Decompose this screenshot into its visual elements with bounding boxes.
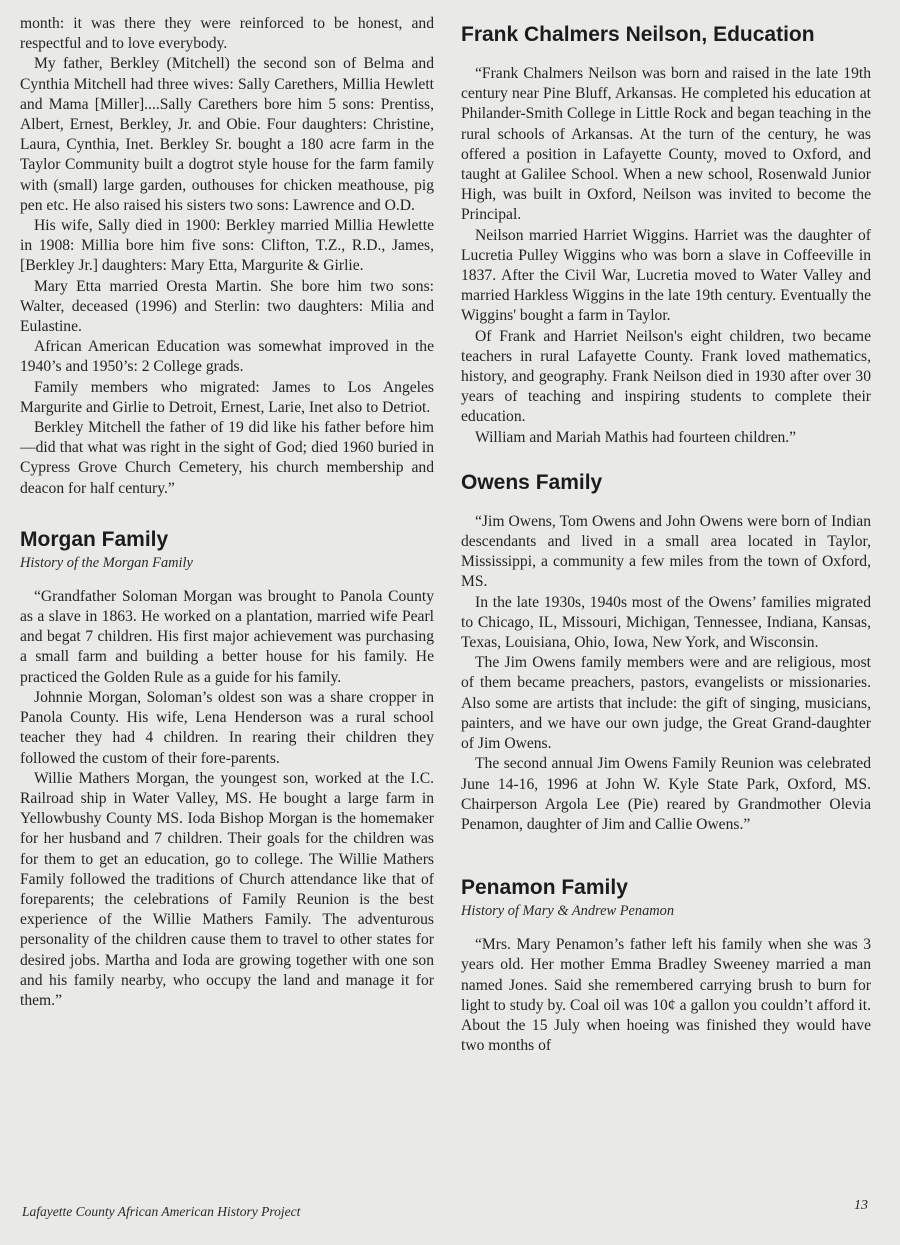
body-paragraph: “Jim Owens, Tom Owens and John Owens were born of Indian descendants and lived in a small area located in Taylor, Mississippi, a community a few miles from the town of Oxford, MS. — [461, 512, 871, 591]
section-heading-penamon: Penamon Family — [461, 876, 628, 900]
page-number: 13 — [854, 1198, 868, 1213]
body-paragraph: The second annual Jim Owens Family Reunion was celebrated June 14-16, 1996 at John W. Kyle State Park, Oxford, MS. Chairperson Argola Lee (Pie) reared by Grandmother Olevia Penamon, daughter of Jim and Callie Owens.” — [461, 755, 871, 833]
body-paragraph: “Mrs. Mary Penamon’s father left his family when she was 3 years old. Her mother Emma Bradley Sweeney married a man named Jones. Said she remembered carrying brush to burn for light to study by. Coal oil was 10¢ a gallon you couldn’t afford it. About the 15 July when hoeing was finished they would have two months of — [461, 936, 871, 1055]
body-paragraph: “Frank Chalmers Neilson was born and raised in the late 19th century near Pine Bluff, Arkansas. He completed his education at Philander-Smith College in Little Rock and began teaching in the rural schools of Arkansas. At the turn of the century, he was offered a position in Lafayette County, moved to Oxford, and taught at Galilee School. When a new school, Rosenwald Junior High, was built in Oxford, Neilson was invited to become the Principal. — [461, 65, 871, 224]
body-paragraph: Berkley Mitchell the father of 19 did like his father before him—did that what was right in the sight of God; died 1960 buried in Cypress Grove Church Cemetery, his church membership and deacon for half century.” — [20, 419, 434, 497]
body-paragraph: His wife, Sally died in 1900: Berkley married Millia Hewlette in 1908: Millia bore him five sons: Clifton, T.Z., R.D., James, [Berkley Jr.] daughters: Mary Etta, Margurite & Girlie. — [20, 217, 434, 275]
section-heading-neilson: Frank Chalmers Neilson, Education — [461, 23, 815, 46]
body-paragraph: The Jim Owens family members were and are religious, most of them became preachers, pastors, evangelists or missionaries. Also some are artists that include: the gift of singing, musicians, painters, and we have our own judge, the Great Grand-daughter of Jim Owens. — [461, 654, 871, 753]
body-paragraph: “Grandfather Soloman Morgan was brought to Panola County as a slave in 1863. He worked on a plantation, married wife Pearl and begat 7 children. His first major achievement was purchasing a small farm and building a better house for his family. He practiced the Golden Rule as a guide for his family. — [20, 587, 434, 686]
body-paragraph: Mary Etta married Oresta Martin. She bore him two sons: Walter, deceased (1996) and Sterlin: two daughters: Milia and Eulastine. — [20, 277, 434, 336]
body-paragraph: month: it was there they were reinforced to be honest, and respectful and to love everybody. — [20, 15, 434, 53]
body-paragraph: Johnnie Morgan, Soloman’s oldest son was a share cropper in Panola County. His wife, Lena Henderson was a rural school teacher they had 4 children. In rearing their children they followed the custom of their fore-parents. — [20, 688, 434, 767]
section-heading-owens: Owens Family — [461, 470, 603, 494]
body-paragraph: Of Frank and Harriet Neilson's eight children, two became teachers in rural Lafayette County. Frank loved mathematics, history, and geography. Frank Neilson died in 1930 after over 30 years of teaching and inspiring students to complete their education. — [461, 327, 871, 426]
body-paragraph: My father, Berkley (Mitchell) the second son of Belma and Cynthia Mitchell had three wives: Sally Carethers, Millia Hewlett and Mama [Miller]....Sally Carethers bore him 5 sons: Prentiss, Albert, Ernest, Berkley, Jr. and Obie. Four daughters: Christine, Laura, Cynthia, Inet. Berkley Sr. bought a 180 acre farm in the Taylor Community built a dogtrot style house for the farm family with (small) large garden, outhouses for chicken meathouse, pig pen etc. He also raised his sisters two sons: Lawrence and O.D. — [20, 55, 434, 214]
body-paragraph: In the late 1930s, 1940s most of the Owens’ families migrated to Chicago, IL, Missouri, Michigan, Tennessee, Indiana, Kansas, Texas, Louisiana, Ohio, Iowa, New York, and Wisconsin. — [461, 593, 871, 652]
body-paragraph: Neilson married Harriet Wiggins. Harriet was the daughter of Lucretia Pulley Wiggins who was born a slave in Coffeeville in 1837. After the Civil War, Lucretia moved to Water Valley and married Harkless Wiggins in the late 19th century. Eventually the Wiggins' bought a farm in Taylor. — [461, 226, 871, 325]
section-subtitle-morgan: History of the Morgan Family — [20, 554, 193, 571]
body-paragraph: Willie Mathers Morgan, the youngest son, worked at the I.C. Railroad ship in Water Valley, MS. He bought a large farm in Yellowbushy County MS. Ioda Bishop Morgan is the homemaker for her husband and 7 children. Their goals for the children was for them to get an education, go to college. The Willie Mathers Family followed the traditions of Church attendance like that of foreparents; the celebrations of Family Reunion is the best experience of the Willie Mathers Family. The adventurous personality of the children cause them to travel to other states for desired jobs. Martha and Ioda are growing together with one son and his family nearby, who occupy the land and manage it for them.” — [20, 769, 434, 1009]
left-column — [20, 14, 434, 1011]
footer-title: Lafayette County African American History Project — [22, 1204, 301, 1219]
body-paragraph: Family members who migrated: James to Los Angeles Margurite and Girlie to Detroit, Ernest, Larie, Inet also to Detriot. — [20, 378, 434, 416]
right-column — [461, 14, 871, 1056]
body-paragraph: William and Mariah Mathis had fourteen children.” — [475, 428, 797, 446]
body-paragraph: African American Education was somewhat improved in the 1940’s and 1950’s: 2 College grads. — [20, 338, 434, 376]
section-heading-morgan: Morgan Family — [20, 527, 169, 551]
section-subtitle-penamon: History of Mary & Andrew Penamon — [461, 903, 675, 920]
